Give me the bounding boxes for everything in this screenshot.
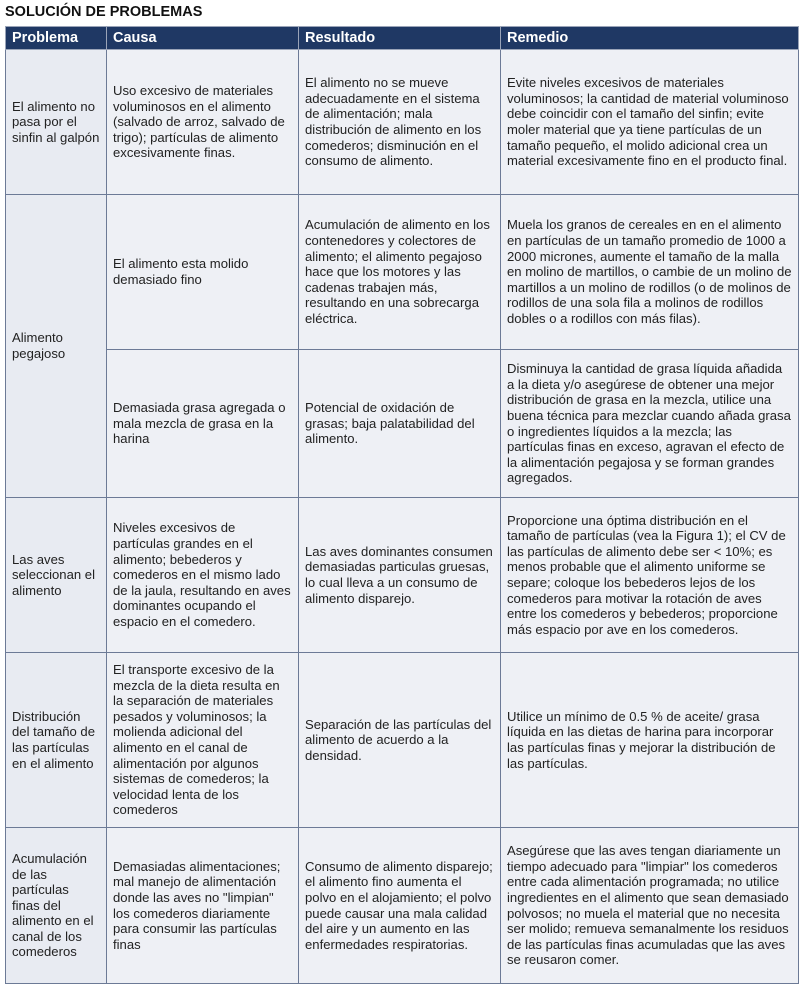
troubleshooting-table xyxy=(5,26,799,984)
cell-causa: Niveles excesivos de partículas grandes en el alimento; bebederos y comederos en el mismo lado de la jaula, resultando en aves dominantes ocupando el espacio en el comedero. xyxy=(107,498,299,653)
cell-remedio: Disminuya la cantidad de grasa líquida añadida a la dieta y/o asegúrese de obtener una mejor distribución de grasa en la mezcla, utilice una buena técnica para mezclar cuando añada grasa o ingredientes líquidos a la mezcla; las partículas finas en exceso, agravan el efecto de la alimentación pegajosa y se forman grandes agregados. xyxy=(501,350,799,498)
cell-resultado: Las aves dominantes consumen demasiadas particulas gruesas, lo cual lleva a un consumo de alimento disparejo. xyxy=(299,498,501,653)
table-header-row xyxy=(6,27,799,50)
cell-resultado: El alimento no se mueve adecuadamente en el sistema de alimentación; mala distribución de alimento en los comederos; disminución en el consumo de alimento. xyxy=(299,50,501,195)
table-row xyxy=(6,653,799,828)
header-causa: Causa xyxy=(107,27,299,50)
cell-problema: Acumulación de las partículas finas del alimento en el canal de los comederos xyxy=(6,828,107,984)
cell-causa: El alimento esta molido demasiado fino xyxy=(107,195,299,350)
header-resultado: Resultado xyxy=(299,27,501,50)
table-row xyxy=(6,50,799,195)
table-row xyxy=(6,828,799,984)
page-title: SOLUCIÓN DE PROBLEMAS xyxy=(5,4,203,20)
cell-remedio: Evite niveles excesivos de materiales voluminosos; la cantidad de material voluminoso debe coincidir con el tamaño del sinfin; evite moler material que ya tiene partículas de un tamaño pequeño, el molido adicional crea un material excesivamente fino en el producto final. xyxy=(501,50,799,195)
cell-resultado: Separación de las partículas del alimento de acuerdo a la densidad. xyxy=(299,653,501,828)
cell-causa: Demasiadas alimentaciones; mal manejo de alimentación donde las aves no "limpian" los comederos diariamente para consumir las partículas finas xyxy=(107,828,299,984)
cell-problema: Distribución del tamaño de las partículas en el alimento xyxy=(6,653,107,828)
cell-resultado: Acumulación de alimento en los contenedores y colectores de alimento; el alimento pegajoso hace que los motores y las cadenas trabajen más, resultando en una sobrecarga eléctrica. xyxy=(299,195,501,350)
cell-remedio: Proporcione una óptima distribución en el tamaño de partículas (vea la Figura 1); el CV de las partículas de alimento debe ser < 10%; es menos probable que el alimento uniforme se separe; coloque los bebederos lejos de los comederos para motivar la rotación de aves entre los comederos y bebederos; proporcione más espacio por ave en los comederos. xyxy=(501,498,799,653)
cell-resultado: Consumo de alimento disparejo; el alimento fino aumenta el polvo en el alojamiento; el polvo puede causar una mala calidad del aire y un aumento en las enfermedades respiratorias. xyxy=(299,828,501,984)
cell-resultado: Potencial de oxidación de grasas; baja palatabilidad del alimento. xyxy=(299,350,501,498)
cell-causa: Demasiada grasa agregada o mala mezcla de grasa en la harina xyxy=(107,350,299,498)
cell-problema: Alimento pegajoso xyxy=(6,195,107,498)
cell-problema: Las aves seleccionan el alimento xyxy=(6,498,107,653)
table-row xyxy=(6,350,799,498)
cell-remedio: Utilice un mínimo de 0.5 % de aceite/ grasa líquida en las dietas de harina para incorporar las partículas finas y mejorar la distribución de las partículas. xyxy=(501,653,799,828)
header-problema: Problema xyxy=(6,27,107,50)
cell-remedio: Asegúrese que las aves tengan diariamente un tiempo adecuado para "limpiar" los comederos entre cada alimentación programada; no utilice ingredientes en el alimento que sean demasiado polvosos; no muela el material que no necesita ser molido; remueva semanalmente los residuos de las partículas finas acumuladas que las aves se reusaron comer. xyxy=(501,828,799,984)
table-row xyxy=(6,195,799,350)
cell-problema: El alimento no pasa por el sinfin al galpón xyxy=(6,50,107,195)
header-remedio: Remedio xyxy=(501,27,799,50)
cell-causa: Uso excesivo de materiales voluminosos en el alimento (salvado de arroz, salvado de trigo); partículas de alimento excesivamente finas. xyxy=(107,50,299,195)
table-row xyxy=(6,498,799,653)
cell-remedio: Muela los granos de cereales en en el alimento en partículas de un tamaño promedio de 1000 a 2000 micrones, aumente el tamaño de la malla en molino de martillos, o cambie de un molino de martillos a un molino de rodillos (o de molinos de rodillos de una sola fila a molinos de rodillos dobles o a rodillos con más filas). xyxy=(501,195,799,350)
cell-causa: El transporte excesivo de la mezcla de la dieta resulta en la separación de materiales pesados y voluminosos; la molienda adicional del alimento en el canal de alimentación por algunos sistemas de comederos; la velocidad lenta de los comederos xyxy=(107,653,299,828)
